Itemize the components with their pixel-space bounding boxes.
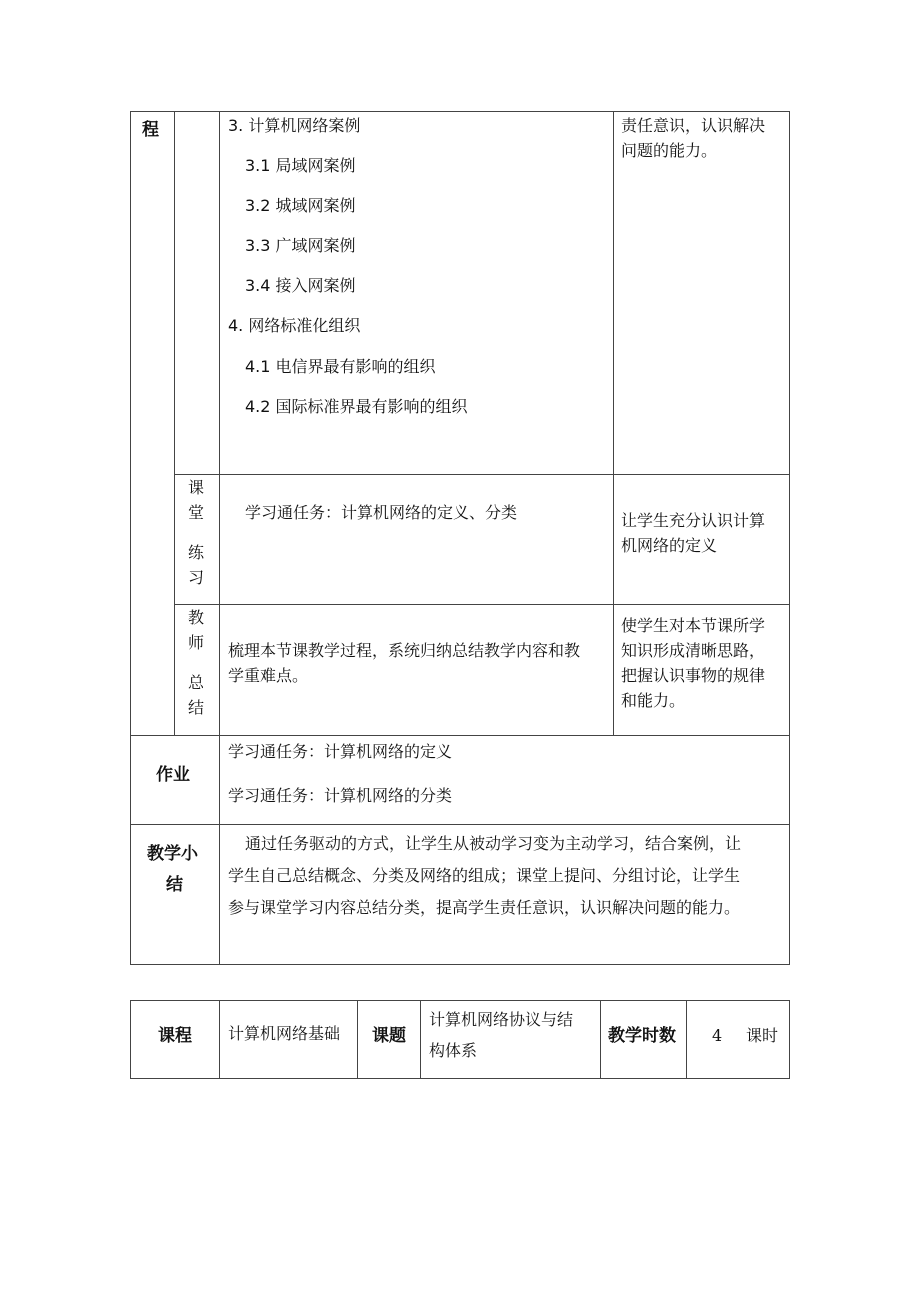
summary-content-line: 学重难点。 — [228, 666, 309, 685]
label-summary-3: 总 — [188, 673, 205, 692]
outline-item: 4.1 电信界最有影响的组织 — [245, 357, 436, 376]
table-border-bottom — [130, 964, 790, 965]
practice-intent-line: 让学生充分认识计算 — [621, 511, 766, 530]
reflection-line: 学生自己总结概念、分类及网络的组成；课堂上提问、分组讨论，让学生 — [228, 866, 741, 885]
topic-value-line: 构体系 — [429, 1041, 478, 1060]
table2-border-top — [130, 1000, 790, 1001]
topic-label: 课题 — [372, 1026, 406, 1046]
summary-content-line: 梳理本节课教学过程，系统归纳总结教学内容和教 — [228, 641, 581, 660]
label-practice-1: 课 — [188, 478, 205, 497]
table-border-top — [130, 111, 790, 112]
table2-col-divider — [600, 1000, 601, 1079]
label-practice-3: 练 — [188, 543, 205, 562]
label-summary-2: 师 — [188, 633, 205, 652]
outline-item: 4. 网络标准化组织 — [228, 316, 361, 335]
summary-intent-line: 把握认识事物的规律 — [621, 666, 766, 685]
practice-content: 学习通任务：计算机网络的定义、分类 — [245, 503, 518, 522]
label-reflection-2: 结 — [166, 875, 183, 895]
summary-intent-line: 使学生对本节课所学 — [621, 616, 766, 635]
hours-value: 4 — [712, 1026, 723, 1045]
label-cheng: 程 — [142, 120, 159, 140]
course-label: 课程 — [158, 1026, 192, 1046]
reflection-line: 参与课堂学习内容总结分类，提高学生责任意识，认识解决问题的能力。 — [228, 898, 741, 917]
course-value: 计算机网络基础 — [228, 1024, 341, 1043]
outline-item: 4.2 国际标准界最有影响的组织 — [245, 397, 468, 416]
row-divider-summary — [174, 604, 790, 605]
label-practice-2: 堂 — [188, 503, 205, 522]
outline-item: 3.3 广域网案例 — [245, 236, 356, 255]
row-divider-homework — [130, 735, 790, 736]
table-border-left — [130, 111, 131, 965]
table2-col-divider — [357, 1000, 358, 1079]
label-homework: 作业 — [156, 765, 190, 785]
col-divider-3 — [613, 111, 614, 735]
hours-label: 教学时数 — [608, 1026, 676, 1046]
reflection-line: 通过任务驱动的方式，让学生从被动学习变为主动学习，结合案例，让 — [245, 834, 742, 853]
col-divider-2 — [219, 111, 220, 965]
row-divider-practice — [174, 474, 790, 475]
table2-border-bottom — [130, 1078, 790, 1079]
hours-unit: 课时 — [746, 1026, 779, 1045]
outline-item: 3.4 接入网案例 — [245, 276, 356, 295]
homework-item: 学习通任务：计算机网络的分类 — [228, 786, 453, 805]
intent-top-line: 责任意识，认识解决 — [621, 116, 766, 135]
topic-value-line: 计算机网络协议与结 — [429, 1010, 574, 1029]
table2-col-divider — [219, 1000, 220, 1079]
row-divider-reflection — [130, 824, 790, 825]
table2-col-divider — [686, 1000, 687, 1079]
practice-intent-line: 机网络的定义 — [621, 536, 718, 555]
outline-item: 3.1 局域网案例 — [245, 156, 356, 175]
outline-item: 3. 计算机网络案例 — [228, 116, 361, 135]
summary-intent-line: 知识形成清晰思路， — [621, 641, 766, 660]
table2-col-divider — [420, 1000, 421, 1079]
col-divider-1 — [174, 111, 175, 735]
intent-top-line: 问题的能力。 — [621, 141, 718, 160]
homework-item: 学习通任务：计算机网络的定义 — [228, 742, 453, 761]
summary-intent-line: 和能力。 — [621, 691, 686, 710]
table-border-right — [789, 111, 790, 965]
outline-item: 3.2 城域网案例 — [245, 196, 356, 215]
label-summary-4: 结 — [188, 698, 205, 717]
table2-border-left — [130, 1000, 131, 1079]
table2-border-right — [789, 1000, 790, 1079]
label-practice-4: 习 — [188, 568, 205, 587]
label-summary-1: 教 — [188, 608, 205, 627]
label-reflection-1: 教学小 — [147, 844, 198, 864]
